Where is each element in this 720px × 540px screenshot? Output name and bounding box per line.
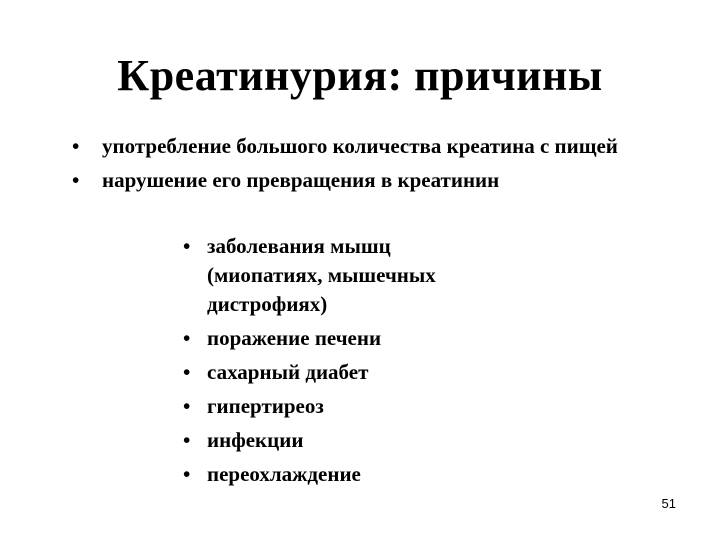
bullet-item-conversion-disorder: [72, 166, 672, 195]
sub-bullet-item-muscle-diseases: [183, 232, 603, 319]
main-bullet-list: [72, 132, 672, 200]
sub-bullet-item-hypothermia: [183, 460, 603, 489]
bullet-marker: •: [183, 394, 191, 418]
bullet-marker: •: [183, 428, 191, 452]
bullet-item-creatine-intake: [72, 132, 672, 161]
bullet-text: гипертиреоз: [207, 394, 324, 418]
sub-bullet-item-infections: [183, 426, 603, 455]
sub-bullet-item-hyperthyroidism: [183, 392, 603, 421]
bullet-marker: •: [72, 168, 80, 192]
sub-bullet-item-liver-damage: [183, 324, 603, 353]
bullet-text: нарушение его превращения в креатинин: [102, 168, 500, 192]
bullet-marker: •: [183, 462, 191, 486]
bullet-marker: •: [183, 360, 191, 384]
sub-bullet-list: [183, 232, 603, 494]
bullet-text: инфекции: [207, 428, 304, 452]
bullet-marker: •: [183, 326, 191, 350]
page-number: 51: [661, 496, 676, 511]
bullet-text: сахарный диабет: [207, 360, 369, 384]
bullet-text: заболевания мышц (миопатиях, мышечных дистрофиях): [207, 234, 436, 316]
bullet-text: поражение печени: [207, 326, 382, 350]
bullet-text: употребление большого количества креатина с пищей: [102, 134, 618, 158]
slide-title: Креатинурия: причины: [117, 51, 603, 100]
bullet-marker: •: [183, 234, 191, 258]
sub-bullet-item-diabetes: [183, 358, 603, 387]
bullet-marker: •: [72, 134, 80, 158]
bullet-text: переохлаждение: [207, 462, 361, 486]
